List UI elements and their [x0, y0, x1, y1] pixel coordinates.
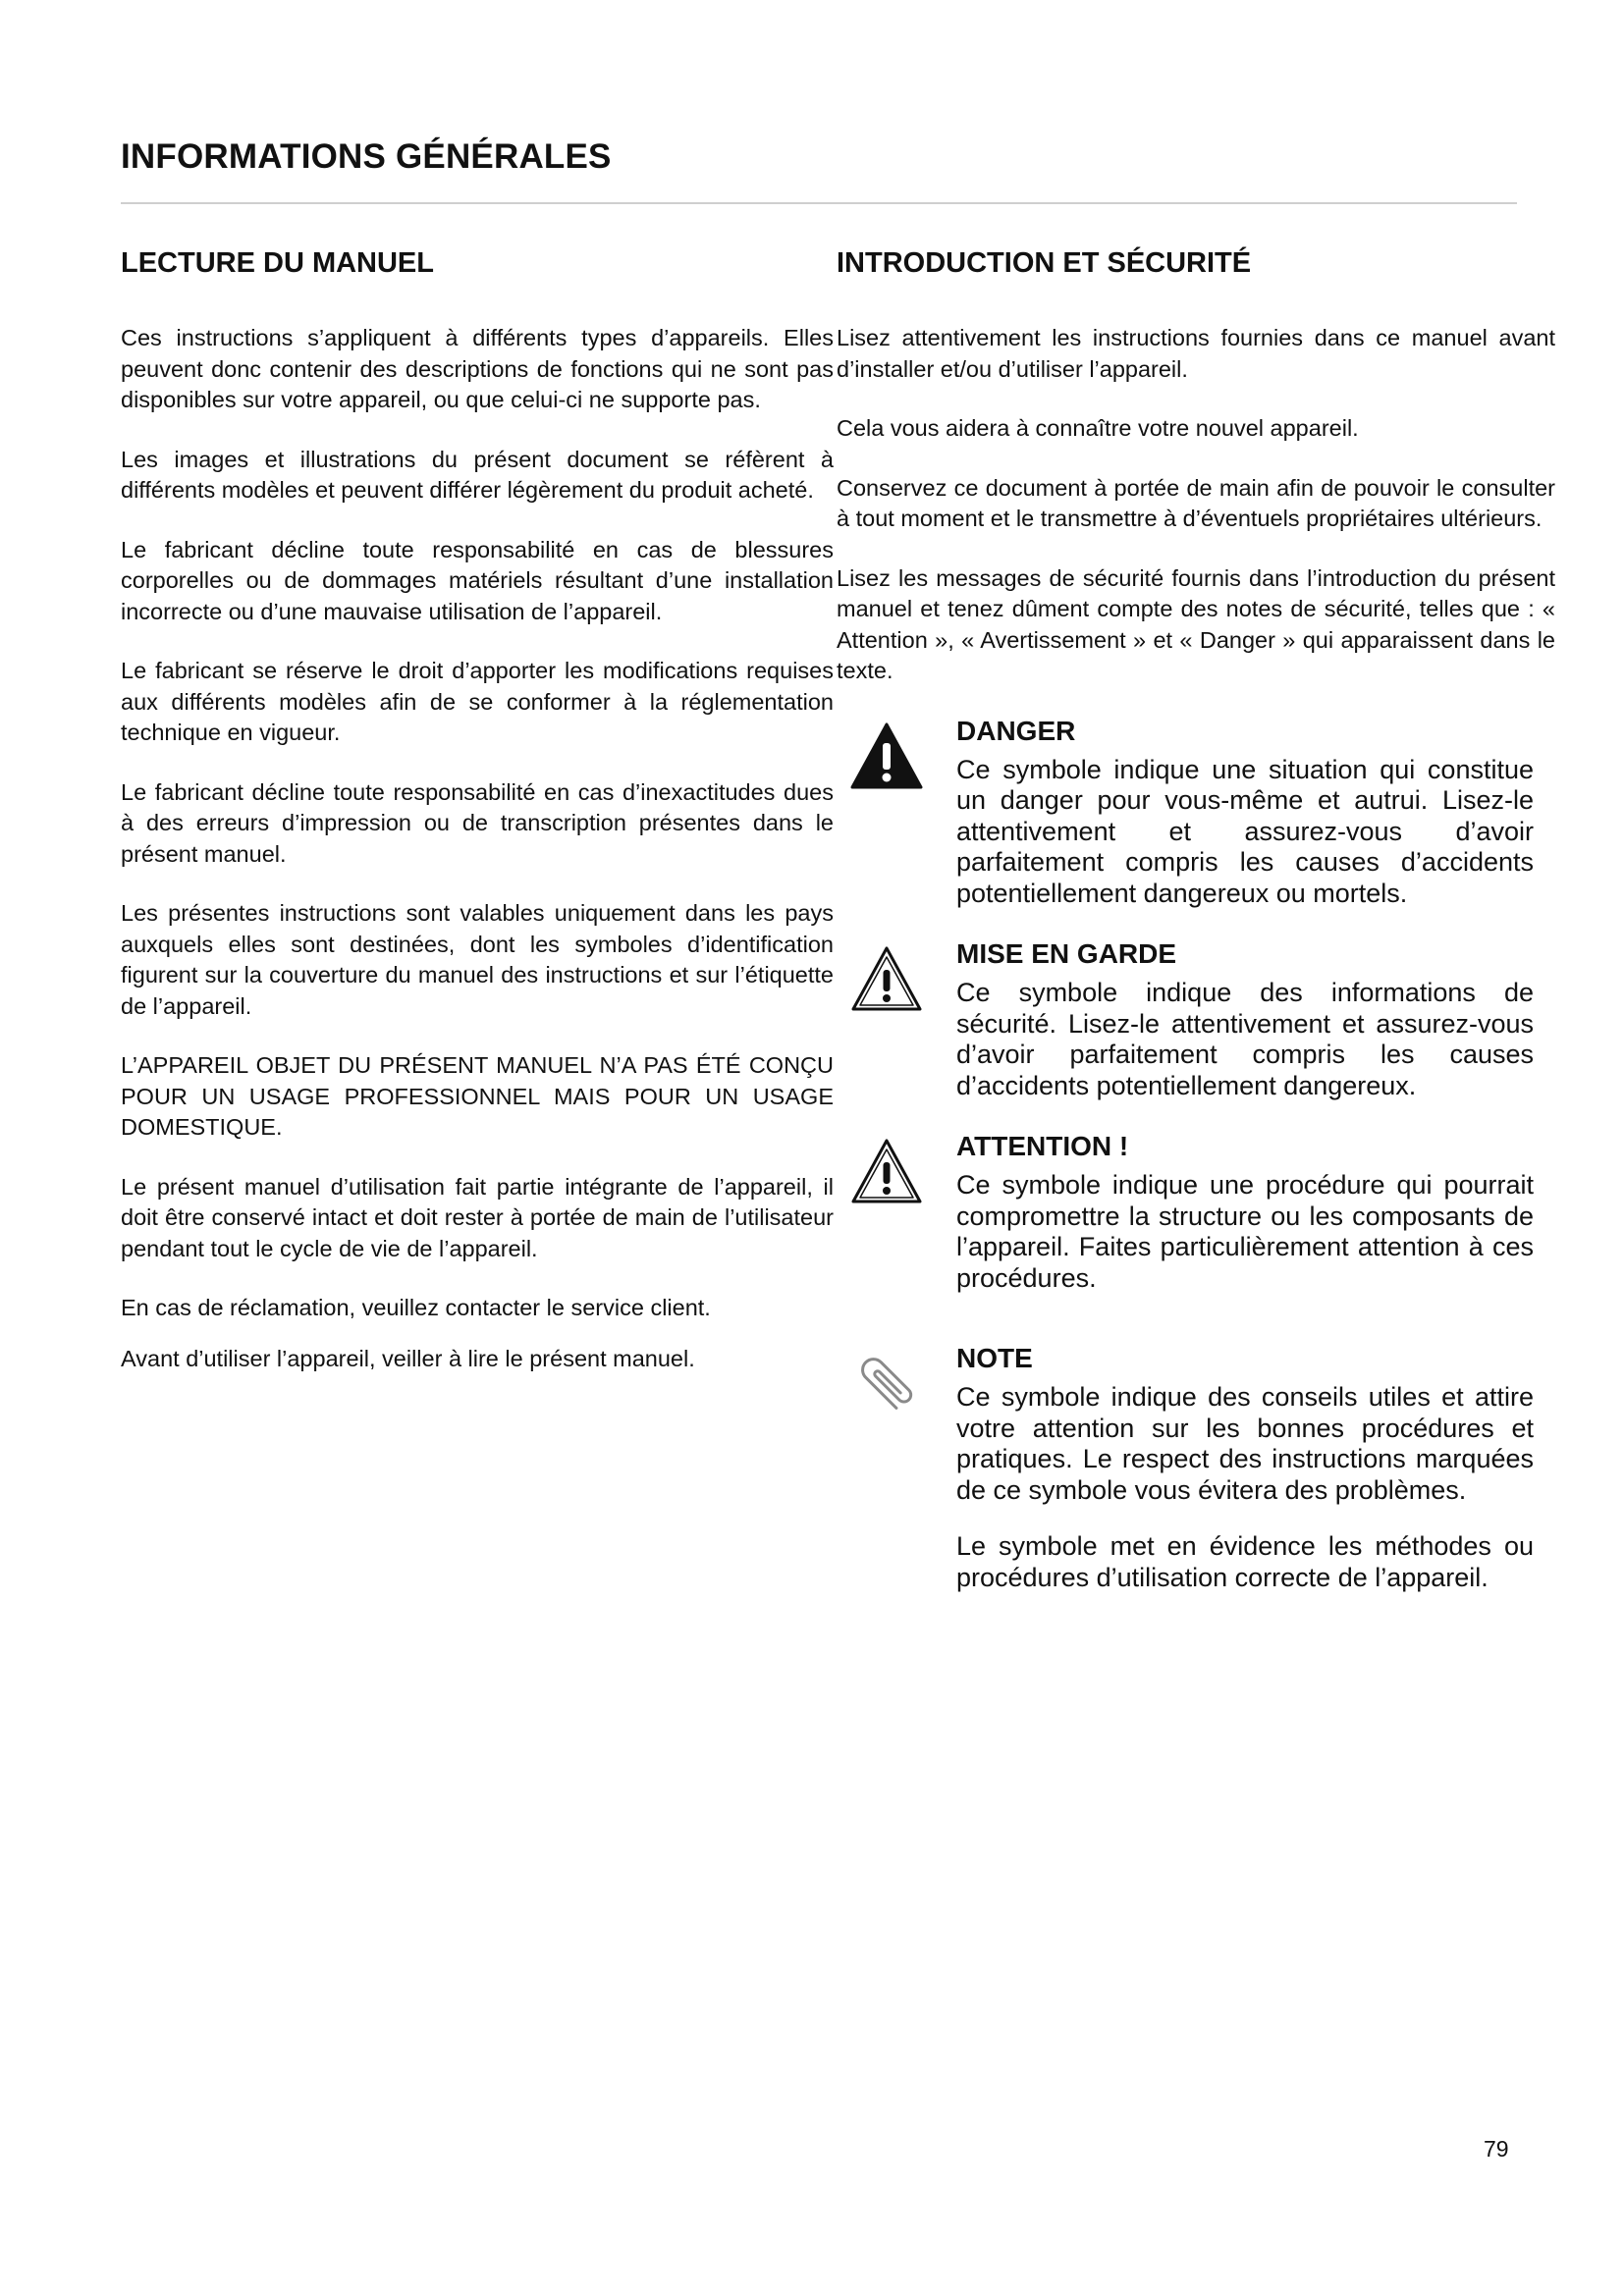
manual-paragraph: Les images et illustrations du présent document se réfèrent à différents modèles et peuvent différer légèrement du produit acheté. [121, 446, 834, 503]
danger-warning-icon [850, 721, 923, 790]
danger-notice [837, 716, 1555, 910]
manual-paragraph: Le fabricant décline toute responsabilité en cas de blessures corporelles ou de dommages matériels résultant d’une installation incorrecte ou d’une mauvaise utilisation de l’appareil. [121, 536, 834, 624]
page-title: INFORMATIONS GÉNÉRALES [121, 137, 612, 176]
caution-warning-icon [850, 944, 923, 1013]
manual-paragraph: En cas de réclamation, veuillez contacter le service client. [121, 1295, 711, 1320]
reading-manual-heading: LECTURE DU MANUEL [121, 247, 434, 279]
notice-text: Le symbole met en évidence les méthodes ou procédures d’utilisation correcte de l’appareil. [956, 1531, 1534, 1592]
manual-paragraph: Le fabricant se réserve le droit d’apporter les modifications requises aux différents modèles afin de se conformer à la réglementation technique en vigueur. [121, 658, 834, 745]
notice-text: Ce symbole indique des conseils utiles et attire votre attention sur les bonnes procédures et pratiques. Le respect des instructions marquées de ce symbole vous évitera des problèmes. [956, 1382, 1534, 1505]
safety-paragraph: Lisez les messages de sécurité fournis dans l’introduction du présent manuel et tenez dûment compte des notes de sécurité, telles que : « Attention », « Avertissement » et « Danger » qui apparaissent dans le texte. [837, 564, 1555, 683]
header-divider [121, 202, 1517, 204]
domestic-use-statement: L’APPAREIL OBJET DU PRÉSENT MANUEL N’A PAS ÉTÉ CONÇU POUR UN USAGE PROFESSIONNEL MAIS POUR UN USAGE DOMESTIQUE. [121, 1052, 834, 1140]
paperclip-icon [850, 1349, 923, 1417]
safety-paragraph: Cela vous aidera à connaître votre nouvel appareil. [837, 415, 1359, 441]
notice-title: NOTE [956, 1343, 1033, 1373]
manual-paragraph: Les présentes instructions sont valables uniquement dans les pays auxquels elles sont destinées, dont les symboles d’identification figurent sur la couverture du manuel des instructions et sur l’étiquette de l’appareil. [121, 900, 834, 1019]
manual-paragraph: Avant d’utiliser l’appareil, veiller à lire le présent manuel. [121, 1345, 695, 1371]
reading-manual-column [121, 247, 834, 1403]
safety-column [837, 247, 1555, 1623]
page-number: 79 [1484, 2136, 1509, 2162]
notice-text: Ce symbole indique une situation qui constitue un danger pour vous-même et autrui. Lisez-le attentivement et assurez-vous d’avoir parfaitement compris les causes d’accidents potentiellement dangereux ou mortels. [956, 754, 1534, 908]
manual-paragraph: Le présent manuel d’utilisation fait partie intégrante de l’appareil, il doit être conservé intact et doit rester à portée de main de l’utilisateur pendant tout le cycle de vie de l’appareil. [121, 1173, 834, 1261]
notice-text: Ce symbole indique une procédure qui pourrait compromettre la structure ou les composants de l’appareil. Faites particulièrement attention à ces procédures. [956, 1170, 1534, 1293]
attention-warning-icon [850, 1137, 923, 1205]
manual-paragraph: Le fabricant décline toute responsabilité en cas d’inexactitudes dues à des erreurs d’impression ou de transcription présentes dans le présent manuel. [121, 778, 834, 867]
note-notice [837, 1343, 1555, 1593]
notice-text: Ce symbole indique des informations de sécurité. Lisez-le attentivement et assurez-vous d’avoir parfaitement compris les causes d’accidents potentiellement dangereux. [956, 978, 1534, 1100]
safety-heading: INTRODUCTION ET SÉCURITÉ [837, 247, 1252, 279]
manual-paragraph: Ces instructions s’appliquent à différents types d’appareils. Elles peuvent donc contenir des descriptions de fonctions qui ne sont pas disponibles sur votre appareil, ou que celui-ci ne supporte pas. [121, 325, 834, 412]
notice-title: DANGER [956, 715, 1076, 746]
attention-notice [837, 1131, 1555, 1294]
caution-notice [837, 938, 1555, 1101]
notice-title: ATTENTION ! [956, 1131, 1129, 1161]
safety-paragraph: Lisez attentivement les instructions fournies dans ce manuel avant d’installer et/ou d’utiliser l’appareil. [837, 325, 1555, 382]
notice-title: MISE EN GARDE [956, 938, 1177, 969]
safety-paragraph: Conservez ce document à portée de main afin de pouvoir le consulter à tout moment et le transmettre à d’éventuels propriétaires ultérieurs. [837, 474, 1555, 531]
